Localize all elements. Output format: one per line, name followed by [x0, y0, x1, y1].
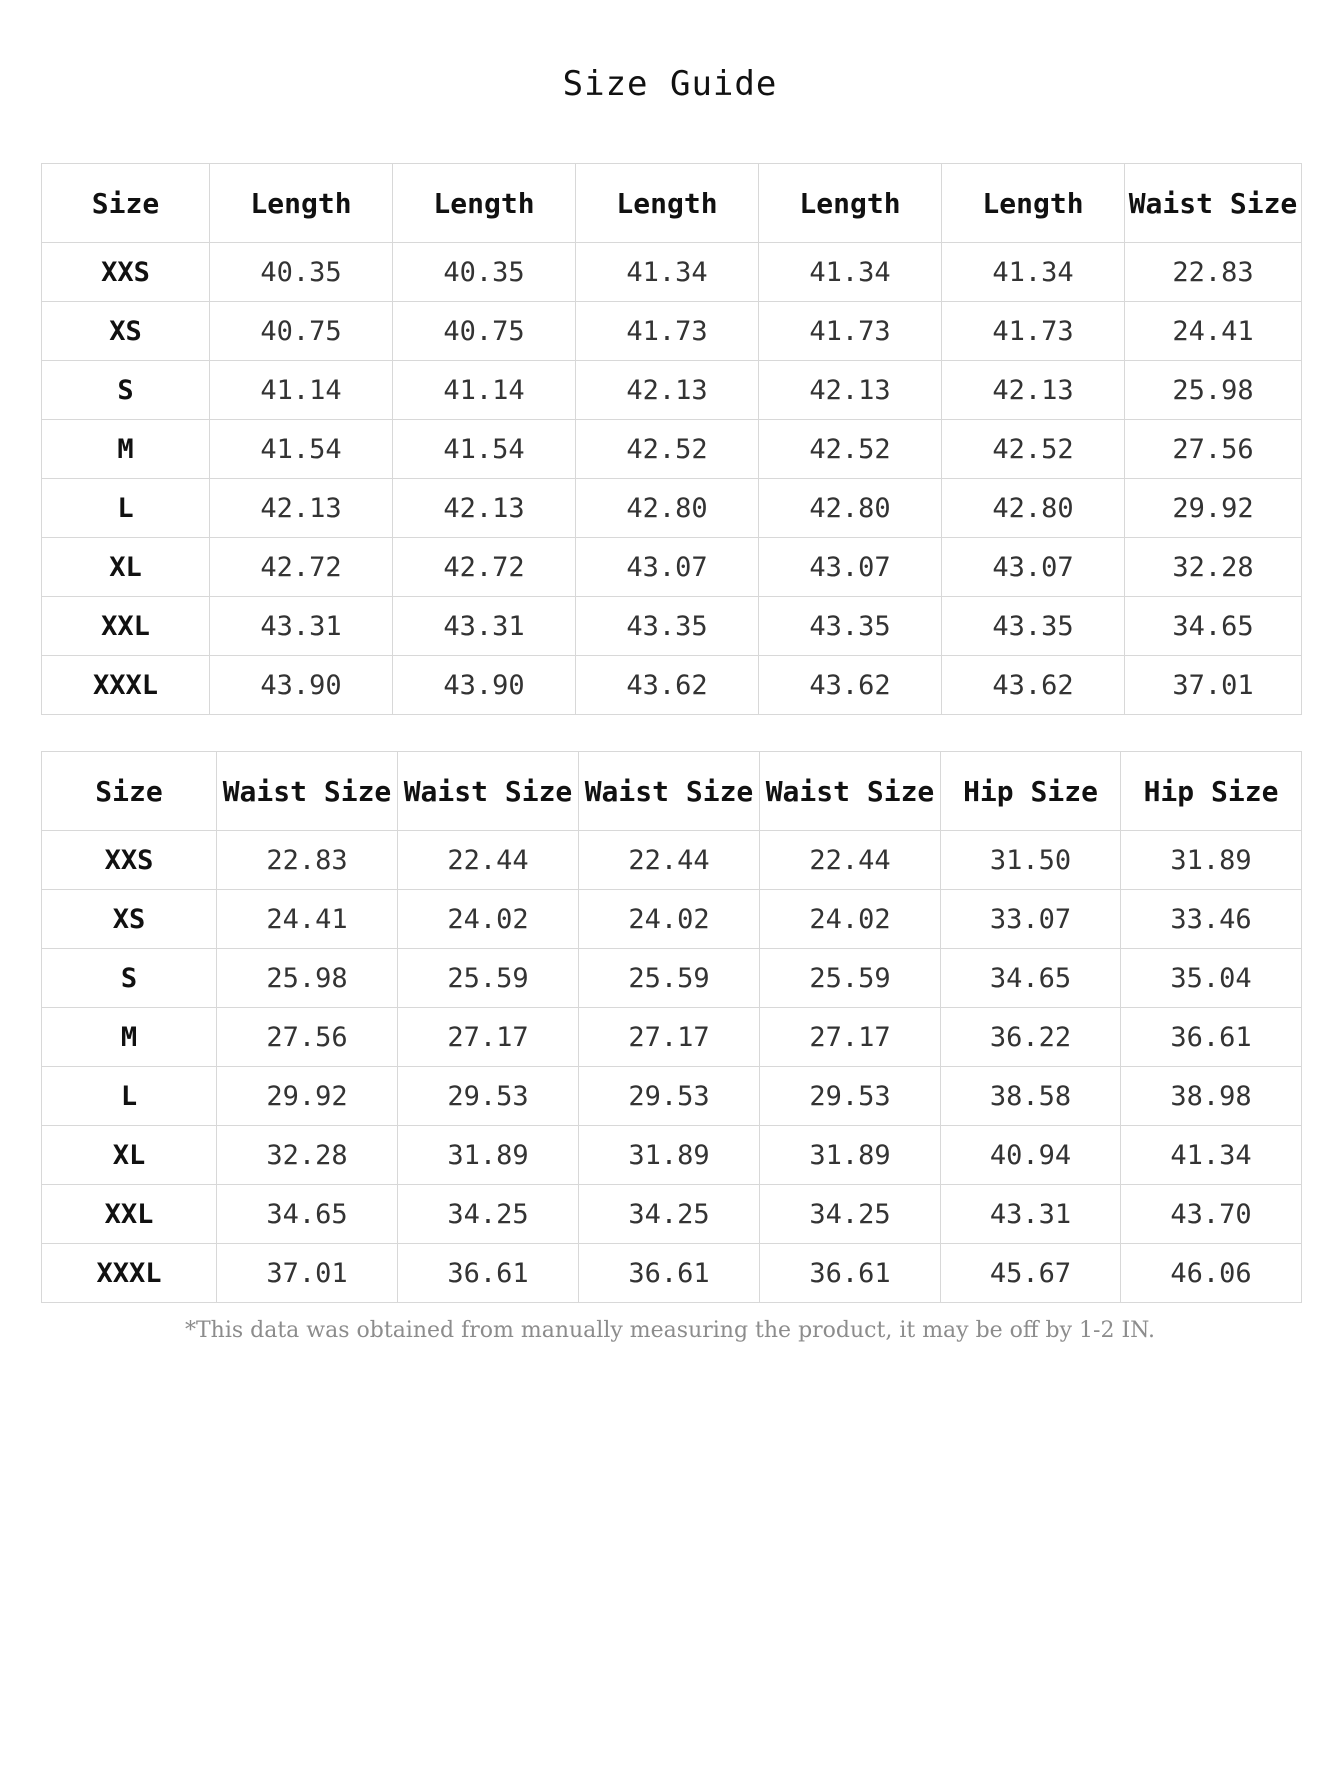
column-header-length: Length [210, 164, 393, 243]
column-header-waist-size: Waist Size [217, 752, 398, 831]
measurement-cell: 24.02 [579, 890, 760, 949]
measurement-cell: 43.70 [1121, 1185, 1302, 1244]
measurement-cell: 41.73 [942, 302, 1125, 361]
measurement-cell: 43.90 [210, 656, 393, 715]
measurement-cell: 43.07 [942, 538, 1125, 597]
measurement-cell: 42.72 [393, 538, 576, 597]
measurement-cell: 42.13 [942, 361, 1125, 420]
measurement-cell: 36.22 [941, 1008, 1121, 1067]
column-header-length: Length [942, 164, 1125, 243]
measurement-cell: 43.35 [759, 597, 942, 656]
measurement-cell: 29.92 [1125, 479, 1302, 538]
column-header-length: Length [393, 164, 576, 243]
measurement-cell: 32.28 [1125, 538, 1302, 597]
size-label-cell: XL [42, 1126, 217, 1185]
size-label-cell: XXXL [42, 1244, 217, 1303]
table-row [42, 243, 1302, 302]
measurement-cell: 24.41 [217, 890, 398, 949]
size-label-cell: XXS [42, 243, 210, 302]
table-row [42, 361, 1302, 420]
size-label-cell: XS [42, 890, 217, 949]
measurement-cell: 43.35 [942, 597, 1125, 656]
table-row [42, 831, 1302, 890]
measurement-cell: 22.44 [579, 831, 760, 890]
measurement-cell: 34.25 [760, 1185, 941, 1244]
size-label-cell: L [42, 479, 210, 538]
table-row [42, 1244, 1302, 1303]
table-row [42, 597, 1302, 656]
size-label-cell: XXXL [42, 656, 210, 715]
measurement-cell: 42.52 [759, 420, 942, 479]
size-label-cell: XXL [42, 1185, 217, 1244]
measurement-cell: 43.31 [393, 597, 576, 656]
measurement-cell: 36.61 [760, 1244, 941, 1303]
measurement-cell: 34.25 [579, 1185, 760, 1244]
measurement-cell: 42.72 [210, 538, 393, 597]
column-header-hip-size: Hip Size [1121, 752, 1302, 831]
measurement-cell: 34.65 [1125, 597, 1302, 656]
measurement-cell: 43.35 [576, 597, 759, 656]
measurement-cell: 45.67 [941, 1244, 1121, 1303]
measurement-cell: 29.92 [217, 1067, 398, 1126]
measurement-cell: 27.56 [217, 1008, 398, 1067]
measurement-cell: 43.31 [210, 597, 393, 656]
column-header-hip-size: Hip Size [941, 752, 1121, 831]
measurement-cell: 41.14 [393, 361, 576, 420]
measurement-cell: 42.52 [942, 420, 1125, 479]
measurement-cell: 22.83 [1125, 243, 1302, 302]
measurement-cell: 36.61 [579, 1244, 760, 1303]
measurement-cell: 29.53 [579, 1067, 760, 1126]
measurement-cell: 33.46 [1121, 890, 1302, 949]
measurement-cell: 27.17 [579, 1008, 760, 1067]
column-header-waist-size: Waist Size [579, 752, 760, 831]
measurement-cell: 31.89 [398, 1126, 579, 1185]
measurement-cell: 29.53 [398, 1067, 579, 1126]
measurement-cell: 31.89 [1121, 831, 1302, 890]
measurement-cell: 43.07 [576, 538, 759, 597]
table-row [42, 302, 1302, 361]
column-header-waist-size: Waist Size [1125, 164, 1302, 243]
measurement-cell: 31.89 [760, 1126, 941, 1185]
measurement-cell: 24.02 [760, 890, 941, 949]
measurement-cell: 42.13 [210, 479, 393, 538]
measurement-cell: 22.83 [217, 831, 398, 890]
measurement-cell: 41.54 [393, 420, 576, 479]
measurement-cell: 22.44 [760, 831, 941, 890]
measurement-cell: 42.13 [576, 361, 759, 420]
measurement-cell: 41.34 [942, 243, 1125, 302]
column-header-length: Length [576, 164, 759, 243]
table-row [42, 538, 1302, 597]
measurement-cell: 37.01 [1125, 656, 1302, 715]
table-row [42, 890, 1302, 949]
measurement-cell: 31.89 [579, 1126, 760, 1185]
measurement-cell: 34.65 [217, 1185, 398, 1244]
size-label-cell: M [42, 1008, 217, 1067]
size-label-cell: XS [42, 302, 210, 361]
measurement-cell: 25.59 [579, 949, 760, 1008]
measurement-cell: 43.62 [759, 656, 942, 715]
measurement-cell: 40.94 [941, 1126, 1121, 1185]
table-row [42, 479, 1302, 538]
measurement-cell: 25.59 [398, 949, 579, 1008]
measurement-cell: 25.98 [217, 949, 398, 1008]
measurement-cell: 36.61 [398, 1244, 579, 1303]
table-row [42, 1126, 1302, 1185]
table-row [42, 949, 1302, 1008]
measurement-cell: 41.73 [576, 302, 759, 361]
measurement-cell: 41.34 [759, 243, 942, 302]
measurement-cell: 41.34 [1121, 1126, 1302, 1185]
measurement-cell: 25.98 [1125, 361, 1302, 420]
measurement-cell: 41.54 [210, 420, 393, 479]
size-label-cell: S [42, 361, 210, 420]
measurement-cell: 41.14 [210, 361, 393, 420]
measurement-cell: 33.07 [941, 890, 1121, 949]
measurement-cell: 40.35 [210, 243, 393, 302]
measurement-cell: 41.73 [759, 302, 942, 361]
measurement-cell: 25.59 [760, 949, 941, 1008]
measurement-cell: 27.56 [1125, 420, 1302, 479]
measurement-cell: 43.62 [942, 656, 1125, 715]
table-header-row [42, 752, 1302, 831]
table-row [42, 656, 1302, 715]
measurement-cell: 38.58 [941, 1067, 1121, 1126]
measurement-cell: 35.04 [1121, 949, 1302, 1008]
measurement-cell: 40.75 [210, 302, 393, 361]
table-row [42, 420, 1302, 479]
measurement-cell: 38.98 [1121, 1067, 1302, 1126]
size-table-waist-hip [41, 751, 1302, 1303]
column-header-length: Length [759, 164, 942, 243]
measurement-cell: 40.35 [393, 243, 576, 302]
measurement-cell: 36.61 [1121, 1008, 1302, 1067]
measurement-cell: 32.28 [217, 1126, 398, 1185]
measurement-cell: 27.17 [398, 1008, 579, 1067]
measurement-cell: 43.62 [576, 656, 759, 715]
measurement-disclaimer: *This data was obtained from manually measuring the product, it may be off by 1-2 IN. [184, 1318, 1156, 1343]
column-header-waist-size: Waist Size [398, 752, 579, 831]
measurement-cell: 46.06 [1121, 1244, 1302, 1303]
column-header-waist-size: Waist Size [760, 752, 941, 831]
measurement-cell: 42.13 [759, 361, 942, 420]
measurement-cell: 42.80 [942, 479, 1125, 538]
measurement-cell: 24.02 [398, 890, 579, 949]
measurement-cell: 43.07 [759, 538, 942, 597]
measurement-cell: 40.75 [393, 302, 576, 361]
measurement-cell: 22.44 [398, 831, 579, 890]
measurement-cell: 42.80 [759, 479, 942, 538]
measurement-cell: 42.52 [576, 420, 759, 479]
measurement-cell: 24.41 [1125, 302, 1302, 361]
page-title: Size Guide [562, 64, 778, 104]
measurement-cell: 41.34 [576, 243, 759, 302]
size-label-cell: XXL [42, 597, 210, 656]
size-table-length [41, 163, 1302, 715]
column-header-size: Size [42, 752, 217, 831]
measurement-cell: 37.01 [217, 1244, 398, 1303]
size-label-cell: XL [42, 538, 210, 597]
table-header-row [42, 164, 1302, 243]
measurement-cell: 29.53 [760, 1067, 941, 1126]
column-header-size: Size [42, 164, 210, 243]
table-row [42, 1067, 1302, 1126]
size-label-cell: S [42, 949, 217, 1008]
measurement-cell: 42.80 [576, 479, 759, 538]
size-label-cell: L [42, 1067, 217, 1126]
measurement-cell: 43.31 [941, 1185, 1121, 1244]
measurement-cell: 34.25 [398, 1185, 579, 1244]
measurement-cell: 34.65 [941, 949, 1121, 1008]
size-label-cell: XXS [42, 831, 217, 890]
measurement-cell: 42.13 [393, 479, 576, 538]
table-row [42, 1008, 1302, 1067]
measurement-cell: 31.50 [941, 831, 1121, 890]
measurement-cell: 43.90 [393, 656, 576, 715]
measurement-cell: 27.17 [760, 1008, 941, 1067]
table-row [42, 1185, 1302, 1244]
size-label-cell: M [42, 420, 210, 479]
